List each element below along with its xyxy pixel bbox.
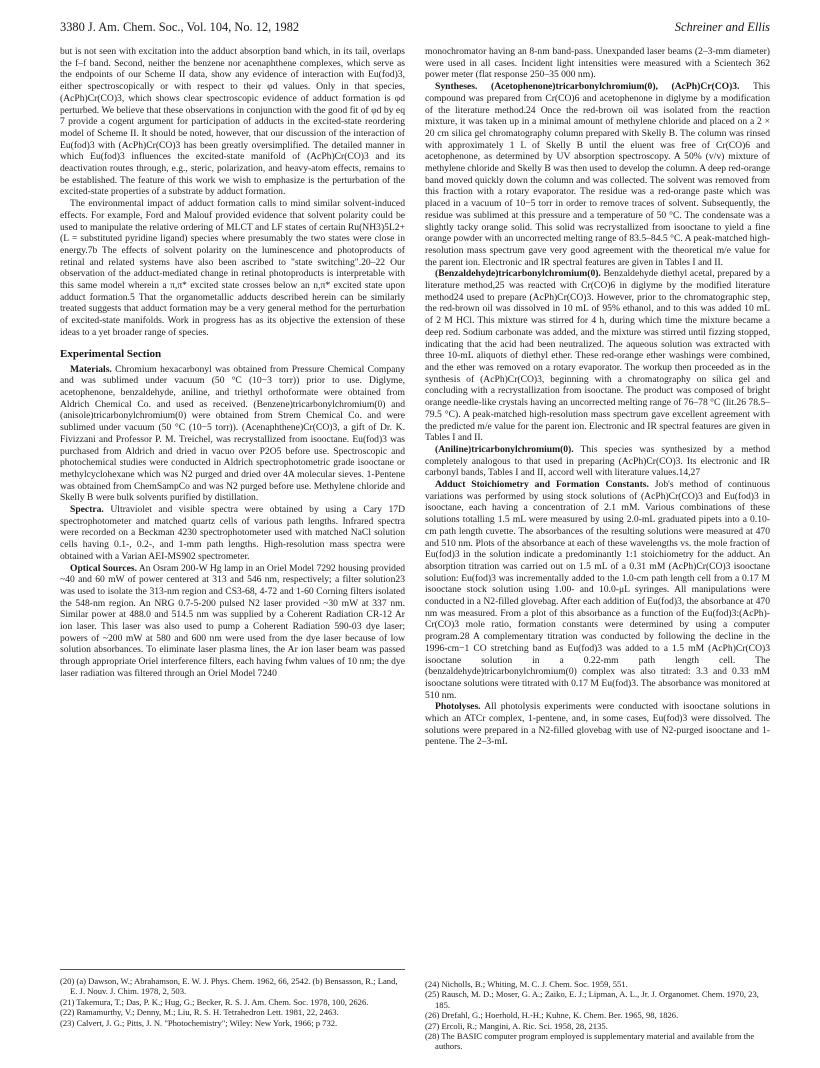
authors-header: Schreiner and Ellis	[674, 20, 770, 34]
paragraph-text: All photolysis experiments were conducted with isooctane solutions in which an ATCr complex, 1-pentene, and, in some cases, Eu(fod)3 were dissolved. The solutions were prepared in a N2-filled glovebag with use of N2-purged isooctane and 1-pentene. The 2–3-mL	[425, 701, 770, 748]
footnote: (22) Ramamurthy, V.; Denny, M.; Liu, R. S. H. Tetrahedron Lett. 1981, 22, 2463.	[60, 1007, 339, 1018]
paragraph-text: An Osram 200-W Hg lamp in an Oriel Model 7292 housing provided ~40 and 60 mW of power centered at 313 and 546 nm, respectively; a filter solution23 was used to isolate the 313-nm region and CS3-68, 4-72 and 1-60 Corning filters isolated the 548-nm region. An NRG 0.7-5-200 pulsed N2 laser provided ~30 mW at 337 nm. Similar power at 488.0 and 514.5 nm was supplied by a Coherent Radiation CR-12 Ar ion laser. This laser was also used to pump a Coherent Radiation 590-03 dye laser; powers of ~200 mW at 580 and 600 nm were used from the dye laser because of low solution absorbances. To eliminate laser plasma lines, the Ar ion laser beam was passed through appropriate Oriel interference filters, each having fwhm values of 10 nm; the dye laser radiation was filtered through an Oriel Model 7240	[60, 562, 405, 679]
optical-sources-paragraph	[60, 563, 405, 680]
paragraph-lead: (Aniline)tricarbonylchromium(0).	[435, 443, 574, 455]
footnote: (21) Takemura, T.; Das, P. K.; Hug, G.; Becker, R. S. J. Am. Chem. Soc. 1978, 100, 2626.	[60, 996, 369, 1007]
footnote: (27) Ercoli, R.; Mangini, A. Ric. Sci. 1958, 28, 2135.	[425, 1020, 608, 1031]
body-paragraph: The environmental impact of adduct formation calls to mind similar solvent-induced effects. For example, Ford and Malouf provided evidence that solvent polarity could be used to manipulate the relative ordering of MLCT and LF states of certain Ru(NH3)5L2+ (L = substituted pyridine ligand) species where presumably the two states were close in energy.7b The effects of solvent polarity on the luminescence and photoproducts of retinal and related systems have also been ascribed to "state switching".20–22 Our observation of the adduct-mediated change in retinal photoproducts is interpretable with this same model wherein a π,π* excited state crosses below an n,π* excited state upon adduct formation.5 That the organometallic adducts described herein can be similarly treated suggests that adduct formation may be a very general method for the perturbation of excited-state manifolds. Work in progress has as its objective the extension of these ideas to a yet broader range of species.	[60, 198, 405, 338]
paragraph-lead: Materials.	[70, 363, 112, 375]
paragraph-lead: (Benzaldehyde)tricarbonylchromium(0).	[435, 268, 601, 280]
paragraph-lead: Spectra.	[70, 504, 104, 516]
journal-citation: 3380 J. Am. Chem. Soc., Vol. 104, No. 12, 1982	[60, 20, 300, 34]
aniline-paragraph	[425, 444, 770, 479]
benzaldehyde-paragraph	[425, 268, 770, 444]
paragraph-text: Job's method of continuous variations was performed by using stock solutions of (AcPh)Cr(CO)3 and Eu(fod)3 in isooctane, each having a concentration of 2.1 mM. Various combinations of these solutions totalling 1.5 mL were measured by using 2.0-mL graduated pipets into a 0.10-cm path length cuvette. The absorbances of the resulting solutions were measured at 470 and 510 nm. Plots of the absorbance at each of these wavelengths vs. the mole fraction of Eu(fod)3 in the solution indicate a predominantly 1:1 stoichiometry for the adduct. An absorption titration was carried out on 1.5 mL of a 0.31 mM (AcPh)Cr(CO)3 isooctane solution: Eu(fod)3 was incrementally added to the 1.0-cm path length cell from a 0.17 M isooctane stock solution using 1.00- and 10.0-μL syringes. All manipulations were conducted in a N2-filled glovebag. After each addition of Eu(fod)3, the absorbance at 470 nm was measured. From a plot of this absorbance as a function of the Eu(fod)3:(AcPh)-Cr(CO)3 mole ratio, formation constants were determined by using a computer program.28 A complementary titration was conducted by following the decline in the 1996-cm−1 CO stretching band as Eu(fod)3 was added to a 1.5 mM (AcPh)Cr(CO)3 isooctane solution in a 0.22-mm path length cell. The (benzaldehyde)tricarbonylchromium(0) complex was also titrated: 3.3 and 0.33 mM isooctane solutions were titrated with 0.17 M Eu(fod)3. The absorbance was monitored at 510 nm.	[425, 479, 770, 701]
footnote: (26) Drefahl, G.; Hoerhold, H.-H.; Kuhne, K. Chem. Ber. 1965, 98, 1826.	[425, 1010, 679, 1021]
running-header	[60, 18, 770, 36]
footnote: (20) (a) Dawson, W.; Abrahamson, E. W. J. Phys. Chem. 1962, 66, 2542. (b) Bensasson, R.; Land, E. J. Nouv. J. Chim. 1978, 2, 503.	[60, 976, 398, 997]
spectra-paragraph	[60, 504, 405, 563]
paragraph-text: Benzaldehyde diethyl acetal, prepared by a literature method,25 was reacted with Cr(CO)6 in diglyme by the modified literature method24 used to prepare (AcPh)Cr(CO)3. However, prior to the chromatographic step, the red-brown oil was dissolved in 10 mL of 95% ethanol, and to this was added 10 mL of 2 M HCl. This mixture was stirred for 4 h, during which time the mixture became a deep red. Sodium carbonate was added, and the mixture was stirred until fizzing stopped, indicating that the acid had been neutralized. The aqueous solution was extracted with three 10-mL aliquots of diethyl ether. These red-orange ether washings were combined, and the ether was removed on a rotary evaporator. The workup then proceeded as in the synthesis of (AcPh)Cr(CO)3, beginning with a chromatography on silica gel and concluding with a recrystallization from isooctane. The product was composed of bright orange needle-like crystals having an uncorrected melting range of 76–78 °C (lit.26 78.5–79.5 °C). A peak-matched high-resolution mass spectrum gave excellent agreement with the predicted m/e value for the parent ion. Electronic and IR spectral features are given in Tables I and II.	[425, 268, 770, 444]
footnote: (28) The BASIC computer program employed is supplementary material and available from the authors.	[425, 1031, 755, 1052]
paragraph-lead: Syntheses. (Acetophenone)tricarbonylchromium(0), (AcPh)Cr(CO)3.	[435, 81, 740, 93]
paragraph-text: This compound was prepared from Cr(CO)6 and acetophenone in diglyme by a modification of the literature method.24 Once the red-brown oil was isolated from the reaction mixture, it was taken up in a minimal amount of methylene chloride and placed on a 2 × 20 cm silica gel chromatography column prepared with Skelly B. The column was rinsed with approximately 1 L of Skelly B until the eluent was free of Cr(CO)6 and acetophenone, as determined by UV absorption spectroscopy. A 50% (v/v) mixture of methylene chloride and Skelly B was then used to develop the column. A deep red-orange band moved quickly down the column and was collected. The solvent was removed from this fraction with a rotary evaporator. The residue was a red-orange paste which was placed in a vacuum of 10−5 torr in order to remove traces of solvent. Subsequently, the residue was sublimed at this pressure and a temperature of 50 °C. The condensate was a slightly tacky orange solid. This solid was recrystallized from isooctane to yield a fine orange powder with an uncorrected melting range of 83.5–84.5 °C. A peak-matched high-resolution mass spectrum gave very good agreement with the theoretical m/e value for the parent ion. Electronic and IR spectral features are given in Tables I and II.	[425, 81, 771, 268]
paragraph-text: Ultraviolet and visible spectra were obtained by using a Cary 17D spectrophotometer and matched quartz cells of various path lengths. Infrared spectra were recorded on a Beckman 4230 spectrophotometer used with matched NaCl solution cells having 0.1-, 0.2-, and 1-mm path lengths. High-resolution mass spectra were obtained with a Varian AEI-MS902 spectrometer.	[60, 504, 405, 562]
paragraph-lead: Photolyses.	[435, 701, 481, 713]
paragraph-text: monochromator having an 8-nm band-pass. Unexpanded laser beams (2–3-mm diameter) were used in all cases. Incident light intensities were measured with a Scientech 362 power meter (flat response 250–35 000 nm).	[425, 46, 770, 81]
right-column	[425, 46, 770, 748]
paragraph-lead: Optical Sources.	[70, 562, 137, 574]
syntheses-paragraph	[425, 81, 770, 268]
body-paragraph: but is not seen with excitation into the adduct absorption band which, in its tail, overlaps the f–f band. Second, neither the benzene nor acenaphthene complexes, which serve as the endpoints of our Scheme II data, show any evidence of interaction with Eu(fod)3, either spectroscopically or with respect to their φd values. Only in that species, (AcPh)Cr(CO)3, which shows clear spectroscopic evidence of adduct formation is φd perturbed. We believe that these observations in conjunction with the good fit of φd by eq 7 provide a cogent argument for participation of adducts in the excited-state reordering model of Scheme II. It should be noted, however, that our discussion of the interaction of Eu(fod)3 with (AcPh)Cr(CO)3 has been greatly oversimplified. The detailed manner in which Eu(fod)3 influences the excited-state manifold of (AcPh)Cr(CO)3 and its deactivation routes through, e.g., steric, polarization, and heavy-atom effects, remains to be established. The feature of this work we wish to emphasize is the perturbation of the excited-state properties of a substrate by adduct formation.	[60, 46, 405, 198]
paragraph-lead: Adduct Stoichiometry and Formation Constants.	[435, 479, 649, 491]
footnote: (24) Nicholls, B.; Whiting, M. C. J. Chem. Soc. 1959, 551.	[425, 979, 628, 989]
section-title: Experimental Section	[60, 347, 162, 360]
footnotes-right	[425, 979, 770, 1052]
footnote: (23) Calvert, J. G.; Pitts, J. N. "Photochemistry"; Wiley: New York, 1966; p 732.	[60, 1017, 338, 1028]
paragraph-text: This species was synthesized by a method completely analogous to that used in preparing (AcPh)Cr(CO)3. Its electronic and IR carbonyl bands, Tables I and II, accord well with literature values.14,27	[425, 443, 770, 479]
footnotes-left	[60, 969, 405, 1028]
materials-paragraph	[60, 364, 405, 504]
paragraph-text: Chromium hexacarbonyl was obtained from Pressure Chemical Company and was sublimed under vacuum (50 °C (10−3 torr)) prior to use. Diglyme, acetophenone, benzaldehyde, aniline, and triethyl orthoformate were obtained from Aldrich Chemical Co. and used as received. (Benzene)tricarbonylchromium(0) and (anisole)tricarbonylchromium(0) were obtained from Strem Chemical Co. and were sublimed under vacuum (50 °C (10−5 torr)). (Acenaphthene)Cr(CO)3, a gift of Dr. K. Fivizzani and Professor P. M. Treichel, was recrystallized from isooctane. Eu(fod)3 was purchased from Aldrich and dried in vacuo over P2O5 before use. Spectroscopic and photochemical studies were conducted in Aldrich spectrophotometric grade isooctane or methylcyclohexane which was N2 purged and dried over 4A molecular sieves. 1-Pentene was obtained from ChemSampCo and was N2 purged before use. Methylene chloride and Skelly B were bulk solvents purified by distillation.	[60, 363, 405, 504]
adduct-paragraph	[425, 479, 770, 701]
footnote: (25) Rausch, M. D.; Moser, G. A.; Zaiko, E. J.; Lipman, A. L., Jr. J. Organomet. Chem. 1970, 23, 185.	[425, 989, 759, 1010]
photolyses-paragraph	[425, 701, 770, 748]
continued-paragraph	[425, 46, 770, 81]
left-column	[60, 46, 405, 680]
